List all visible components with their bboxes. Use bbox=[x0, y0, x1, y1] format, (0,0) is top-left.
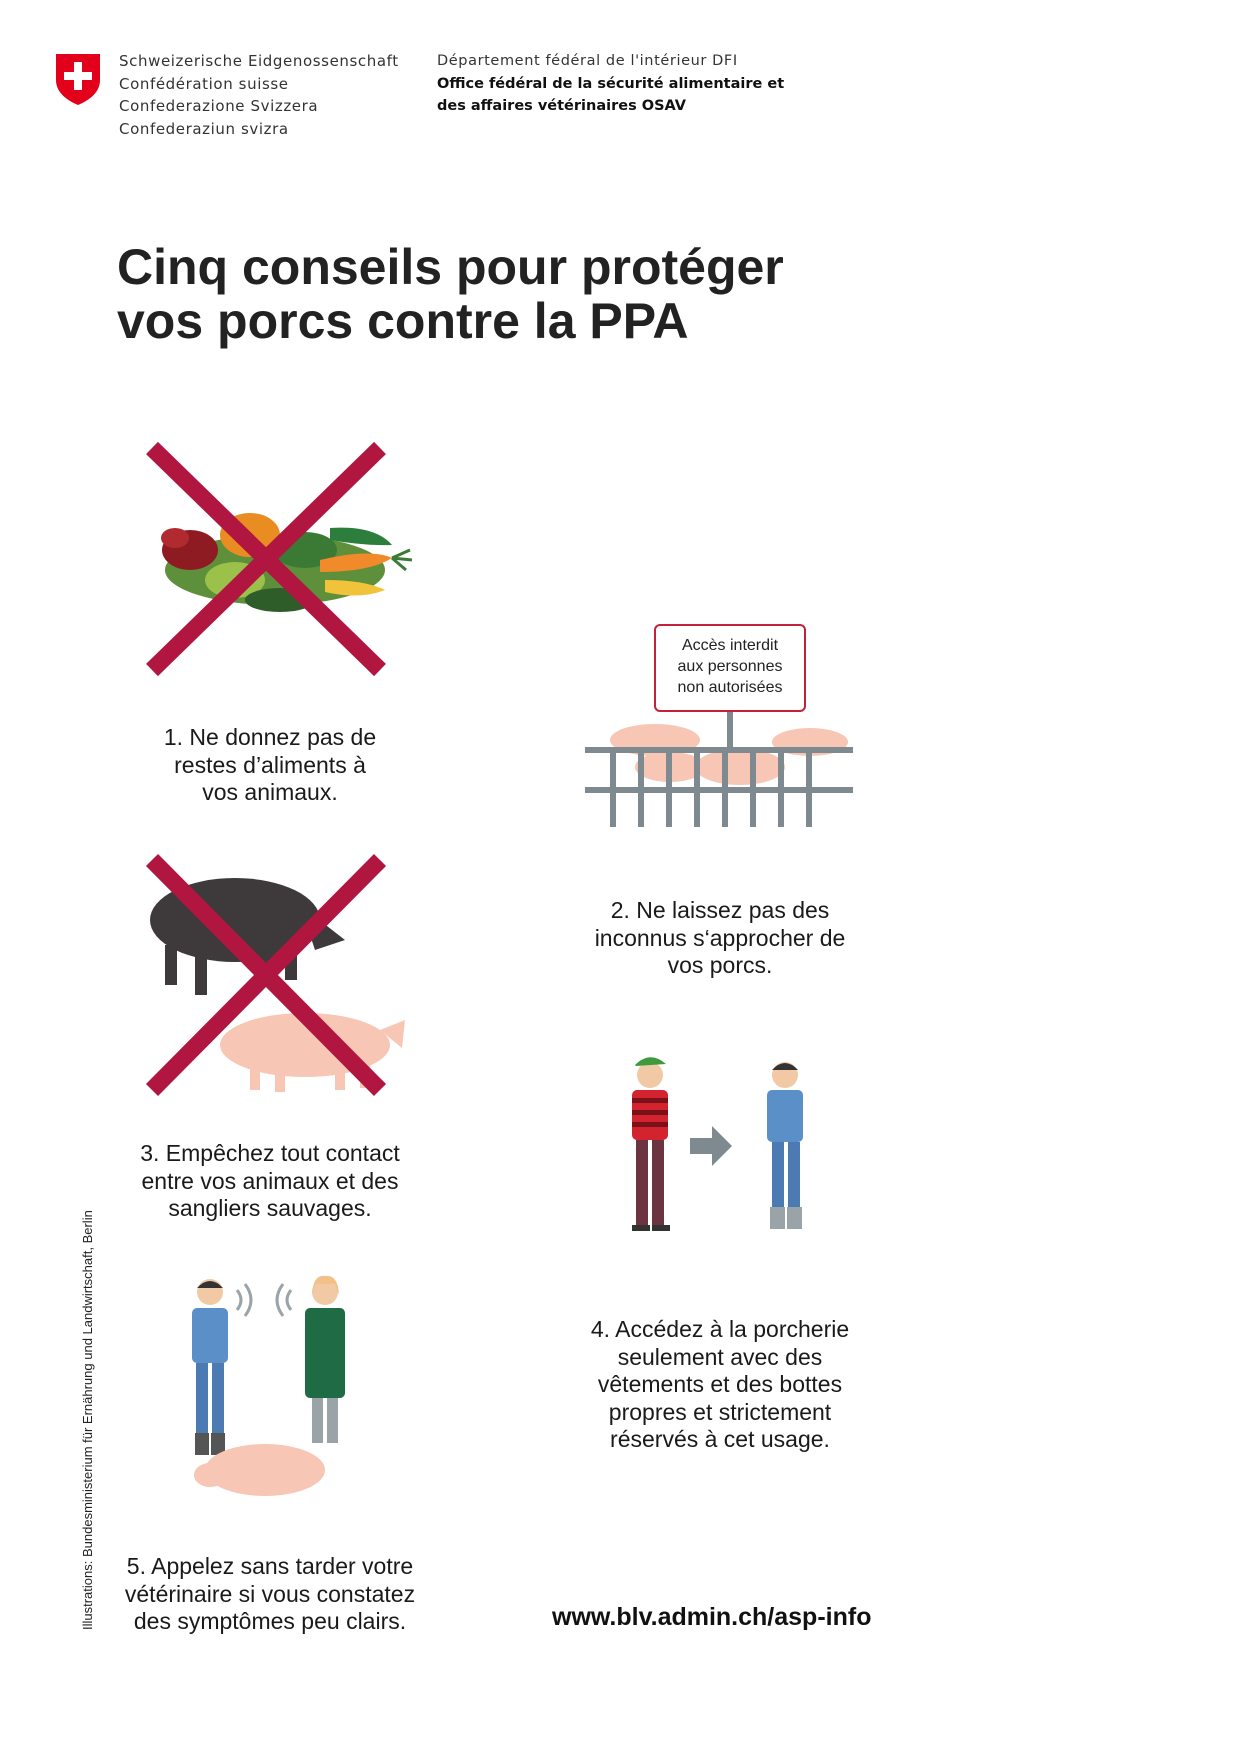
title-line-2: vos porcs contre la PPA bbox=[117, 293, 689, 349]
sign-line: non autorisées bbox=[677, 679, 783, 696]
arrow-right-icon bbox=[690, 1126, 732, 1166]
confederation-names bbox=[119, 50, 399, 140]
tip-2-line: 2. Ne laissez pas des bbox=[610, 897, 830, 923]
department-block bbox=[437, 50, 784, 118]
illustration-credit: Illustrations: Bundesministerium für Ernährung und Landwirtschaft, Berlin bbox=[80, 1210, 95, 1630]
vet-call-illustration bbox=[165, 1270, 365, 1520]
worker-overalls bbox=[767, 1062, 803, 1229]
tip-5-line: 5. Appelez sans tarder votre bbox=[126, 1553, 414, 1579]
tip-3-line: sangliers sauvages. bbox=[168, 1195, 372, 1221]
tip-3-line: entre vos animaux et des bbox=[141, 1167, 399, 1194]
sign-line: Accès interdit bbox=[681, 637, 779, 654]
tip-2-line: vos porcs. bbox=[667, 952, 773, 978]
tip-4-line: propres et strictement bbox=[608, 1398, 832, 1425]
tip-1-line: restes d’aliments à bbox=[174, 751, 366, 778]
tip-3-text bbox=[120, 1140, 420, 1223]
veterinarian bbox=[305, 1276, 345, 1443]
tip-5-line: vétérinaire si vous constatez bbox=[124, 1580, 416, 1607]
tip-4-line: seulement avec des bbox=[617, 1343, 823, 1370]
tip-2-text bbox=[565, 897, 875, 980]
fenced-pigs-illustration bbox=[585, 712, 855, 832]
tip-4-line: réservés à cet usage. bbox=[610, 1426, 830, 1452]
tip-5-line: des symptômes peu clairs. bbox=[133, 1608, 407, 1634]
clothing-change-illustration bbox=[610, 1050, 820, 1235]
tip-4-line: 4. Accédez à la porcherie bbox=[590, 1316, 850, 1342]
page-title bbox=[117, 240, 784, 348]
boar-and-pig-illustration bbox=[140, 850, 410, 1100]
tip-1-line: vos animaux. bbox=[202, 779, 338, 805]
tip-4-line: vêtements et des bottes bbox=[597, 1371, 843, 1397]
worker-street-clothes bbox=[632, 1057, 670, 1231]
sign-line: aux personnes bbox=[677, 658, 783, 675]
tip-2-line: inconnus s‘approcher de bbox=[594, 924, 846, 951]
food-scraps-illustration bbox=[130, 440, 420, 680]
confederation-line-fr: Confédération suisse bbox=[119, 74, 289, 93]
sound-waves-icon bbox=[237, 1284, 291, 1316]
tip-1-line: 1. Ne donnez pas de bbox=[163, 724, 377, 750]
confederation-line-de: Schweizerische Eidgenossenschaft bbox=[119, 52, 399, 70]
no-access-sign bbox=[654, 624, 806, 712]
tip-3-line: 3. Empêchez tout contact bbox=[140, 1140, 400, 1166]
tip-5-text bbox=[105, 1553, 435, 1636]
tip-4-text bbox=[565, 1316, 875, 1454]
title-line-1: Cinq conseils pour protéger bbox=[117, 239, 784, 295]
tip-1-text bbox=[120, 724, 420, 807]
website-link[interactable]: www.blv.admin.ch/asp-info bbox=[552, 1603, 872, 1631]
sign-post bbox=[727, 712, 733, 752]
confederation-line-rm: Confederaziun svizra bbox=[119, 119, 289, 138]
swiss-shield-logo bbox=[54, 52, 102, 106]
farmer bbox=[192, 1279, 228, 1455]
office-line-1: Office fédéral de la sécurité alimentaire et bbox=[437, 75, 785, 92]
office-line-2: des affaires vétérinaires OSAV bbox=[437, 98, 686, 114]
department-name: Département fédéral de l'intérieur DFI bbox=[437, 53, 738, 69]
confederation-line-it: Confederazione Svizzera bbox=[119, 97, 319, 115]
